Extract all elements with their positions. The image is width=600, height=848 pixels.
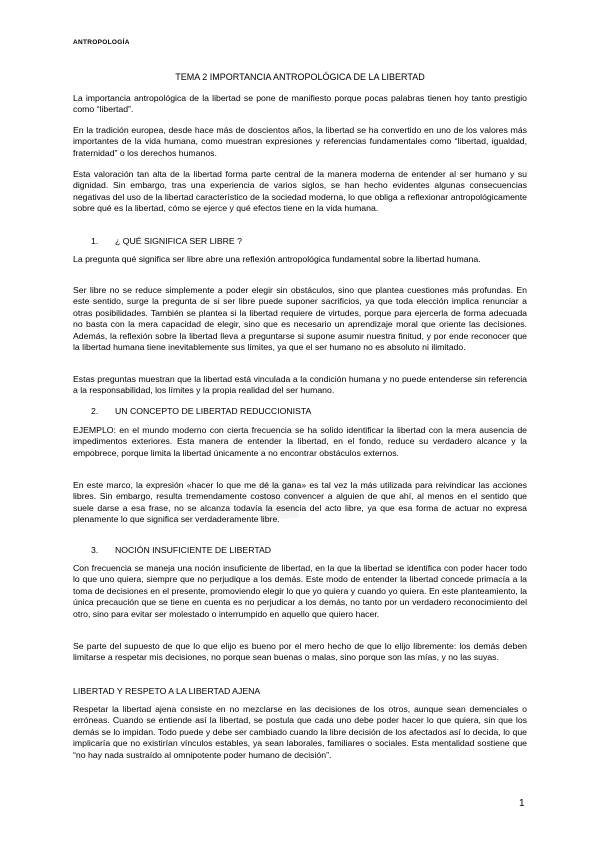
section-1-number: 1. (91, 236, 99, 246)
intro-paragraph-3: Esta valoración tan alta de la libertad forma parte central de la manera moderna de entender al ser humano y su dignidad. Sin embargo, tras una experiencia de varios siglos, se han hecho evidentes algunas consecuencias negativas del uso de la libertad característico de la sociedad moderna, lo que obliga a reflexionar antropológicamente sobre qué es la libertad, cómo se ejerce y qué efectos tiene en la vida humana. (73, 169, 527, 214)
section-2-title: UN CONCEPTO DE LIBERTAD REDUCCIONISTA (115, 406, 312, 416)
section-2-paragraph-1: EJEMPLO: en el mundo moderno con cierta frecuencia se ha solido identificar la libertad con la mera ausencia de impedimentos exteriores. Esta manera de entender la libertad, en el fondo, reduce su verdadero alcance y la empobrece, porque limita la libertad únicamente a no encontrar obstáculos externos. (73, 425, 527, 458)
section-1-paragraph-2: Ser libre no se reduce simplemente a poder elegir sin obstáculos, sino que plantea cuestiones más profundas. En este sentido, surge la pregunta de si ser libre puede suponer sacrificios, ya que toda elección implica renunciar a otras posibilidades. También se plantea si la libertad requiere de virtudes, porque para ejercerla de forma adecuada no basta con la mera capacidad de elegir, sino que es necesario un aprendizaje moral que oriente las decisiones. Además, la reflexión sobre la libertad lleva a preguntarse si supone asumir nuestra finitud, y por ende reconocer que la libertad humana tiene inevitablemente sus límites, ya que el ser humano no es absoluto ni ilimitado. (73, 285, 527, 353)
document-title: TEMA 2 IMPORTANCIA ANTROPOLÓGICA DE LA LIBERTAD (175, 72, 425, 82)
section-1-heading (73, 236, 242, 247)
section-2-number: 2. (91, 406, 99, 416)
section-1-title: ¿ QUÉ SIGNIFICA SER LIBRE ? (115, 236, 242, 246)
section-3-heading (73, 545, 271, 556)
section-4-paragraph-1: Respetar la libertad ajena consiste en no mezclarse en las decisiones de los otros, aunque sean demenciales o erróneas. Cuando se entiende así la libertad, se postula que cada uno debe poder hacer lo que quiera, sin que los demás se lo impidan. Todo puede y debe ser cambiado cuando la libre decisión de los afectados así lo decida, lo que implicaría que no existirían vínculos estables, ya sean laborales, familiares o sociales. Esta mentalidad sostiene que “no hay nada sustraído al omnipotente poder humano de decisión”. (73, 704, 527, 760)
section-3-paragraph-1: Con frecuencia se maneja una noción insuficiente de libertad, en la que la libertad se identifica con poder hacer todo lo que uno quiera, siempre que no perjudique a los demás. Este modo de entender la libertad concede primacía a la toma de decisiones en el presente, promoviendo elegir lo que yo quiera y cuando yo quiera. En este planteamiento, la única precaución que se tiene en cuenta es no perjudicar a los demás, no tanto por un verdadero reconocimiento del otro, sino para evitar ser molestado o interrumpido en aquello que quiero hacer. (73, 563, 527, 619)
section-3-title: NOCIÓN INSUFICIENTE DE LIBERTAD (115, 545, 272, 555)
section-2-paragraph-2: En este marco, la expresión «hacer lo que me dé la gana» es tal vez la más utilizada para reivindicar las acciones libres. Sin embargo, resulta tremendamente costoso convencer a alguien de que ahí, al menos en el sentido que suele darse a esa frase, no se alcanza todavía la esencia del acto libre, ya que esa forma de actuar no expresa plenamente lo que significa ser verdaderamente libre. (73, 480, 527, 525)
section-1-paragraph-1: La pregunta qué significa ser libre abre una reflexión antropológica fundamental sobre la libertad humana. (73, 254, 481, 264)
running-header: ANTROPOLOGÍA (73, 39, 130, 46)
watermark (235, 447, 329, 544)
section-3-number: 3. (91, 545, 99, 555)
section-2-heading (73, 406, 311, 417)
section-1-paragraph-3: Estas preguntas muestran que la libertad está vinculada a la condición humana y no puede entenderse sin referencia a la responsabilidad, los límites y la propia realidad del ser humano. (73, 374, 527, 396)
intro-paragraph-1: La importancia antropológica de la libertad se pone de manifiesto porque pocas palabras tienen hoy tanto prestigio como “libertad”. (73, 93, 527, 115)
intro-paragraph-2: En la tradición europea, desde hace más de doscientos años, la libertad se ha convertido en uno de los valores más importantes de la vida humana, como muestran expresiones y referencias fundamentales como “libertad, igualdad, fraternidad” o los derechos humanos. (73, 125, 527, 158)
section-3-paragraph-2: Se parte del supuesto de que lo que elijo es bueno por el mero hecho de que lo elijo libremente: los demás deben limitarse a respetar mis decisiones, no porque sean buenas o malas, sino porque son las mías, y no las suyas. (73, 641, 527, 663)
section-4-heading: LIBERTAD Y RESPETO A LA LIBERTAD AJENA (73, 686, 261, 696)
page-number: 1 (519, 798, 525, 809)
